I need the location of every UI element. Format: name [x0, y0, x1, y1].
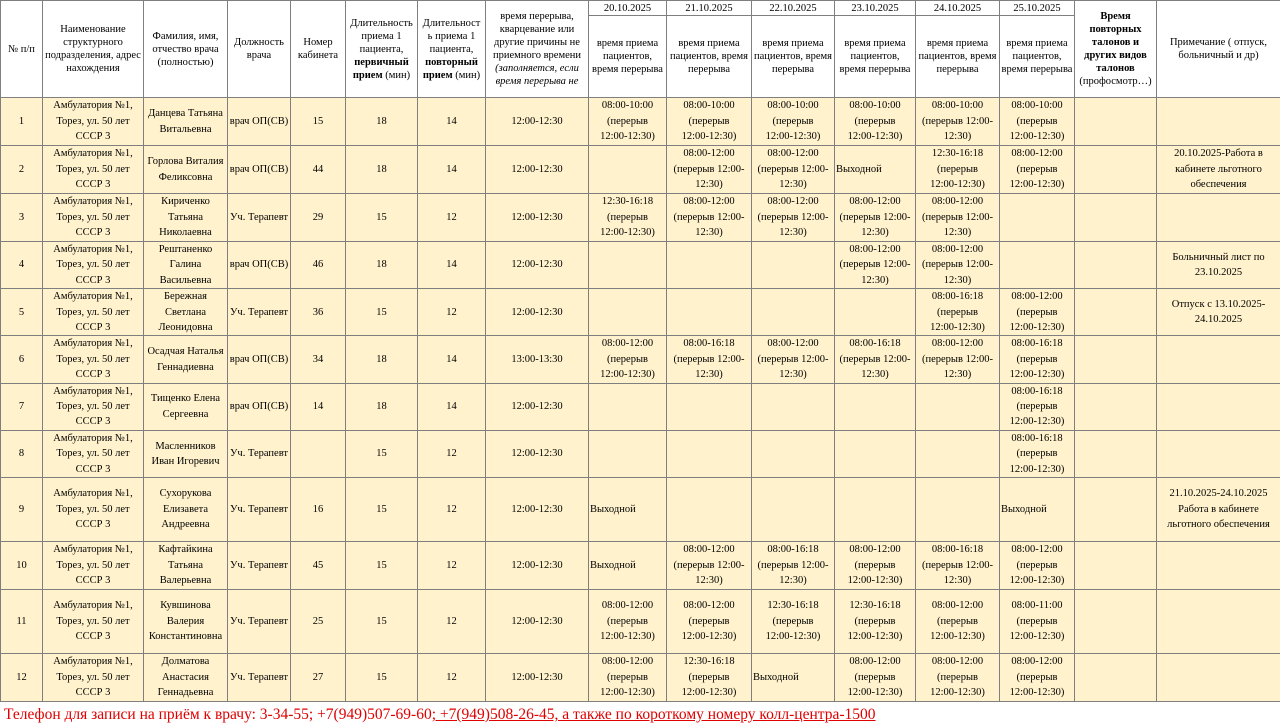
break-time: 12:00-12:30: [486, 430, 589, 477]
schedule-cell: 08:00-12:00 (перерыв 12:00-12:30): [1000, 542, 1075, 590]
row-number: 9: [1, 478, 43, 542]
doctor-name: Данцева Татьяна Витальевна: [144, 98, 228, 146]
table-row: [1, 654, 1280, 702]
header-name: Фамилия, имя, отчество врача (полностью): [144, 1, 228, 98]
note-cell: [1157, 383, 1280, 430]
header-duration-repeat: Длительност ь приема 1 пациента, повторный прием (мин): [418, 1, 486, 98]
table-row: [1, 146, 1280, 194]
schedule-cell: Выходной: [589, 478, 667, 542]
table-row: [1, 383, 1280, 430]
table-row: [1, 590, 1280, 654]
repeat-tickets-cell: [1075, 336, 1157, 383]
schedule-cell: [835, 383, 916, 430]
room-number: 27: [291, 654, 346, 702]
break-time: 12:00-12:30: [486, 478, 589, 542]
room-number: [291, 430, 346, 477]
doctor-position: врач ОП(СВ): [228, 383, 291, 430]
row-number: 3: [1, 194, 43, 242]
schedule-cell: 08:00-12:00 (перерыв 12:00- 12:30): [835, 194, 916, 242]
room-number: 46: [291, 242, 346, 289]
note-cell: [1157, 336, 1280, 383]
schedule-cell: 08:00-12:00 (перерыв 12:00-12:30): [835, 654, 916, 702]
table-row: [1, 98, 1280, 146]
note-cell: 20.10.2025-Работа в кабинете льготного обеспечения: [1157, 146, 1280, 194]
break-time: 12:00-12:30: [486, 383, 589, 430]
doctor-name: Кафтайкина Татьяна Валерьевна: [144, 542, 228, 590]
schedule-cell: 08:00-10:00 (перерыв 12:00-12:30): [1000, 98, 1075, 146]
schedule-cell: 08:00-10:00 (перерыв 12:00-12:30): [835, 98, 916, 146]
schedule-cell: [835, 430, 916, 477]
schedule-cell: Выходной: [589, 542, 667, 590]
repeat-tickets-cell: [1075, 590, 1157, 654]
header-date-sub: время приема пациентов, время перерыва: [667, 16, 752, 98]
table-row: [1, 430, 1280, 477]
room-number: 14: [291, 383, 346, 430]
row-number: 7: [1, 383, 43, 430]
doctor-name: Осадчая Наталья Геннадиевна: [144, 336, 228, 383]
doctor-position: Уч. Терапевт: [228, 289, 291, 336]
schedule-cell: 08:00-12:00 (перерыв 12:00-12:30): [589, 654, 667, 702]
note-cell: [1157, 654, 1280, 702]
schedule-cell: Выходной: [752, 654, 835, 702]
schedule-cell: 08:00-12:00 (перерыв 12:00- 12:30): [667, 542, 752, 590]
schedule-cell: [752, 289, 835, 336]
doctor-position: Уч. Терапевт: [228, 590, 291, 654]
repeat-tickets-cell: [1075, 383, 1157, 430]
duration-first: 15: [346, 430, 418, 477]
schedule-cell: 12:30-16:18 (перерыв 12:00-12:30): [667, 654, 752, 702]
row-number: 10: [1, 542, 43, 590]
schedule-cell: [667, 242, 752, 289]
schedule-cell: [667, 383, 752, 430]
table-row: [1, 336, 1280, 383]
unit-cell: Амбулатория №1, Торез, ул. 50 лет СССР 3: [43, 289, 144, 336]
schedule-cell: 08:00-16:18 (перерыв 12:00- 12:30): [835, 336, 916, 383]
schedule-cell: [752, 478, 835, 542]
note-cell: [1157, 542, 1280, 590]
header-date: 23.10.2025: [835, 1, 916, 16]
schedule-cell: Выходной: [835, 146, 916, 194]
break-time: 12:00-12:30: [486, 590, 589, 654]
schedule-cell: [835, 289, 916, 336]
schedule-cell: [916, 478, 1000, 542]
doctor-name: Кириченко Татьяна Николаевна: [144, 194, 228, 242]
header-duration-first: Длительность приема 1 пациента, первичный прием (мин): [346, 1, 418, 98]
header-date-sub: время приема пациентов, время перерыва: [1000, 16, 1075, 98]
room-number: 44: [291, 146, 346, 194]
doctor-name: Рештаненко Галина Васильевна: [144, 242, 228, 289]
schedule-cell: [1000, 242, 1075, 289]
schedule-cell: 08:00-12:00 (перерыв 12:00- 12:30): [752, 194, 835, 242]
duration-repeat: 12: [418, 194, 486, 242]
table-row: [1, 289, 1280, 336]
row-number: 6: [1, 336, 43, 383]
row-number: 5: [1, 289, 43, 336]
unit-cell: Амбулатория №1, Торез, ул. 50 лет СССР 3: [43, 98, 144, 146]
table-row: [1, 242, 1280, 289]
duration-repeat: 14: [418, 336, 486, 383]
schedule-cell: 08:00-10:00 (перерыв 12:00-12:30): [752, 98, 835, 146]
duration-repeat: 14: [418, 383, 486, 430]
duration-first: 18: [346, 98, 418, 146]
row-number: 4: [1, 242, 43, 289]
schedule-cell: 08:00-12:00 (перерыв 12:00-12:30): [1000, 146, 1075, 194]
schedule-cell: [835, 478, 916, 542]
schedule-cell: 08:00-12:00 (перерыв 12:00-12:30): [1000, 654, 1075, 702]
schedule-cell: [916, 383, 1000, 430]
schedule-cell: [589, 146, 667, 194]
schedule-cell: 08:00-12:00 (перерыв 12:00-12:30): [667, 590, 752, 654]
unit-cell: Амбулатория №1, Торез, ул. 50 лет СССР 3: [43, 430, 144, 477]
break-time: 12:00-12:30: [486, 98, 589, 146]
schedule-cell: 08:00-12:00 (перерыв 12:00- 12:30): [667, 194, 752, 242]
schedule-cell: 08:00-16:18 (перерыв 12:00- 12:30): [667, 336, 752, 383]
doctor-position: врач ОП(СВ): [228, 146, 291, 194]
schedule-cell: 12:30-16:18 (перерыв 12:00-12:30): [589, 194, 667, 242]
unit-cell: Амбулатория №1, Торез, ул. 50 лет СССР 3: [43, 654, 144, 702]
doctor-position: врач ОП(СВ): [228, 98, 291, 146]
note-cell: Отпуск с 13.10.2025-24.10.2025: [1157, 289, 1280, 336]
schedule-cell: 08:00-10:00 (перерыв 12:00-12:30): [667, 98, 752, 146]
schedule-cell: [667, 289, 752, 336]
schedule-cell: 08:00-16:18 (перерыв 12:00-12:30): [1000, 430, 1075, 477]
table-row: [1, 194, 1280, 242]
repeat-tickets-cell: [1075, 289, 1157, 336]
repeat-tickets-cell: [1075, 478, 1157, 542]
doctor-position: Уч. Терапевт: [228, 430, 291, 477]
schedule-cell: 12:30-16:18 (перерыв 12:00-12:30): [835, 590, 916, 654]
break-time: 12:00-12:30: [486, 242, 589, 289]
break-time: 13:00-13:30: [486, 336, 589, 383]
break-time: 12:00-12:30: [486, 654, 589, 702]
doctor-name: Долматова Анастасия Геннадьевна: [144, 654, 228, 702]
schedule-cell: 08:00-12:00 (перерыв 12:00- 12:30): [752, 146, 835, 194]
schedule-cell: [589, 242, 667, 289]
room-number: 29: [291, 194, 346, 242]
schedule-cell: [667, 478, 752, 542]
duration-first: 15: [346, 542, 418, 590]
header-num: № п/п: [1, 1, 43, 98]
row-number: 11: [1, 590, 43, 654]
repeat-tickets-cell: [1075, 542, 1157, 590]
duration-repeat: 12: [418, 430, 486, 477]
repeat-tickets-cell: [1075, 430, 1157, 477]
schedule-cell: 08:00-12:00 (перерыв 12:00-12:30): [589, 590, 667, 654]
note-cell: [1157, 98, 1280, 146]
schedule-cell: 12:30-16:18 (перерыв 12:00-12:30): [916, 146, 1000, 194]
doctor-position: Уч. Терапевт: [228, 542, 291, 590]
note-cell: 21.10.2025-24.10.2025 Работа в кабинете льготного обеспечения: [1157, 478, 1280, 542]
schedule-cell: 08:00-11:00 (перерыв 12:00-12:30): [1000, 590, 1075, 654]
schedule-cell: 08:00-10:00 (перерыв 12:00-12:30): [589, 98, 667, 146]
schedule-cell: 08:00-16:18 (перерыв 12:00-12:30): [1000, 383, 1075, 430]
duration-repeat: 12: [418, 590, 486, 654]
repeat-tickets-cell: [1075, 194, 1157, 242]
header-date: 22.10.2025: [752, 1, 835, 16]
doctor-position: Уч. Терапевт: [228, 654, 291, 702]
break-time: 12:00-12:30: [486, 289, 589, 336]
unit-cell: Амбулатория №1, Торез, ул. 50 лет СССР 3: [43, 242, 144, 289]
schedule-cell: 08:00-12:00 (перерыв 12:00-12:30): [1000, 289, 1075, 336]
room-number: 15: [291, 98, 346, 146]
schedule-cell: 08:00-12:00 (перерыв 12:00- 12:30): [916, 336, 1000, 383]
doctor-name: Горлова Виталия Феликсовна: [144, 146, 228, 194]
schedule-cell: 08:00-10:00 (перерыв 12:00- 12:30): [916, 98, 1000, 146]
repeat-tickets-cell: [1075, 98, 1157, 146]
note-cell: [1157, 590, 1280, 654]
doctor-position: Уч. Терапевт: [228, 478, 291, 542]
row-number: 2: [1, 146, 43, 194]
schedule-cell: [667, 430, 752, 477]
repeat-tickets-cell: [1075, 654, 1157, 702]
break-time: 12:00-12:30: [486, 542, 589, 590]
duration-first: 18: [346, 146, 418, 194]
schedule-cell: 08:00-16:18 (перерыв 12:00- 12:30): [916, 542, 1000, 590]
duration-first: 18: [346, 383, 418, 430]
header-unit: Наименование структурного подразделения, адрес нахождения: [43, 1, 144, 98]
header-date: 20.10.2025: [589, 1, 667, 16]
schedule-cell: 08:00-12:00 (перерыв 12:00- 12:30): [667, 146, 752, 194]
break-time: 12:00-12:30: [486, 146, 589, 194]
unit-cell: Амбулатория №1, Торез, ул. 50 лет СССР 3: [43, 478, 144, 542]
duration-repeat: 14: [418, 242, 486, 289]
note-cell: [1157, 194, 1280, 242]
schedule-cell: 08:00-12:00 (перерыв 12:00-12:30): [589, 336, 667, 383]
duration-repeat: 14: [418, 146, 486, 194]
schedule-cell: [589, 430, 667, 477]
duration-first: 15: [346, 289, 418, 336]
schedule-cell: 08:00-12:00 (перерыв 12:00-12:30): [916, 590, 1000, 654]
header-date: 24.10.2025: [916, 1, 1000, 16]
duration-repeat: 12: [418, 654, 486, 702]
room-number: 16: [291, 478, 346, 542]
header-room: Номер кабинета: [291, 1, 346, 98]
schedule-cell: [589, 289, 667, 336]
doctor-name: Бережная Светлана Леонидовна: [144, 289, 228, 336]
duration-first: 15: [346, 194, 418, 242]
row-number: 12: [1, 654, 43, 702]
duration-repeat: 12: [418, 289, 486, 336]
repeat-tickets-cell: [1075, 146, 1157, 194]
schedule-cell: 08:00-16:18 (перерыв 12:00-12:30): [1000, 336, 1075, 383]
header-date-sub: время приема пациентов, время перерыва: [835, 16, 916, 98]
break-time: 12:00-12:30: [486, 194, 589, 242]
table-body: [1, 98, 1280, 702]
row-number: 8: [1, 430, 43, 477]
room-number: 25: [291, 590, 346, 654]
header-date-sub: время приема пациентов, время перерыва: [752, 16, 835, 98]
repeat-tickets-cell: [1075, 242, 1157, 289]
duration-first: 18: [346, 242, 418, 289]
note-cell: Больничный лист по 23.10.2025: [1157, 242, 1280, 289]
unit-cell: Амбулатория №1, Торез, ул. 50 лет СССР 3: [43, 194, 144, 242]
header-note: Примечание ( отпуск, больничный и др): [1157, 1, 1280, 98]
schedule-cell: [589, 383, 667, 430]
unit-cell: Амбулатория №1, Торез, ул. 50 лет СССР 3: [43, 590, 144, 654]
doctor-name: Тищенко Елена Сергеевна: [144, 383, 228, 430]
duration-first: 15: [346, 654, 418, 702]
unit-cell: Амбулатория №1, Торез, ул. 50 лет СССР 3: [43, 336, 144, 383]
header-date-sub: время приема пациентов, время перерыва: [589, 16, 667, 98]
header-date: 25.10.2025: [1000, 1, 1075, 16]
header-break: время перерыва, кварцевание или другие причины не приемного времени (заполняется, если время перерыва не: [486, 1, 589, 98]
doctor-position: врач ОП(СВ): [228, 242, 291, 289]
schedule-cell: 08:00-16:18 (перерыв 12:00- 12:30): [752, 542, 835, 590]
schedule-cell: [1000, 194, 1075, 242]
footer-phone: Телефон для записи на приём к врачу: 3-34-55; +7(949)507-69-60; +7(949)508-26-45, а также по короткому номеру колл-центра-1500: [4, 706, 876, 723]
room-number: 34: [291, 336, 346, 383]
schedule-cell: 08:00-12:00 (перерыв 12:00-12:30): [916, 654, 1000, 702]
schedule-cell: 08:00-12:00 (перерыв 12:00- 12:30): [752, 336, 835, 383]
doctor-position: врач ОП(СВ): [228, 336, 291, 383]
unit-cell: Амбулатория №1, Торез, ул. 50 лет СССР 3: [43, 146, 144, 194]
table-row: [1, 478, 1280, 542]
schedule-cell: 08:00-12:00 (перерыв 12:00- 12:30): [835, 242, 916, 289]
table-row: [1, 542, 1280, 590]
unit-cell: Амбулатория №1, Торез, ул. 50 лет СССР 3: [43, 383, 144, 430]
header-position: Должность врача: [228, 1, 291, 98]
duration-repeat: 12: [418, 478, 486, 542]
schedule-cell: [752, 242, 835, 289]
schedule-cell: 08:00-12:00 (перерыв 12:00- 12:30): [916, 194, 1000, 242]
schedule-cell: Выходной: [1000, 478, 1075, 542]
row-number: 1: [1, 98, 43, 146]
schedule-cell: [916, 430, 1000, 477]
doctor-name: Сухорукова Елизавета Андреевна: [144, 478, 228, 542]
doctor-name: Кувшинова Валерия Константиновна: [144, 590, 228, 654]
schedule-cell: [752, 430, 835, 477]
duration-repeat: 12: [418, 542, 486, 590]
schedule-cell: 08:00-16:18 (перерыв 12:00-12:30): [916, 289, 1000, 336]
doctor-name: Масленников Иван Игоревич: [144, 430, 228, 477]
duration-first: 15: [346, 478, 418, 542]
schedule-cell: 08:00-12:00 (перерыв 12:00- 12:30): [916, 242, 1000, 289]
schedule-cell: 12:30-16:18 (перерыв 12:00-12:30): [752, 590, 835, 654]
unit-cell: Амбулатория №1, Торез, ул. 50 лет СССР 3: [43, 542, 144, 590]
duration-first: 15: [346, 590, 418, 654]
room-number: 36: [291, 289, 346, 336]
header-date: 21.10.2025: [667, 1, 752, 16]
header-repeat-tickets: Время повторных талонов и других видов талонов (профосмотр…): [1075, 1, 1157, 98]
schedule-cell: [752, 383, 835, 430]
schedule-cell: 08:00-12:00 (перерыв 12:00-12:30): [835, 542, 916, 590]
duration-repeat: 14: [418, 98, 486, 146]
doctor-position: Уч. Терапевт: [228, 194, 291, 242]
note-cell: [1157, 430, 1280, 477]
duration-first: 18: [346, 336, 418, 383]
header-date-sub: время приема пациентов, время перерыва: [916, 16, 1000, 98]
room-number: 45: [291, 542, 346, 590]
